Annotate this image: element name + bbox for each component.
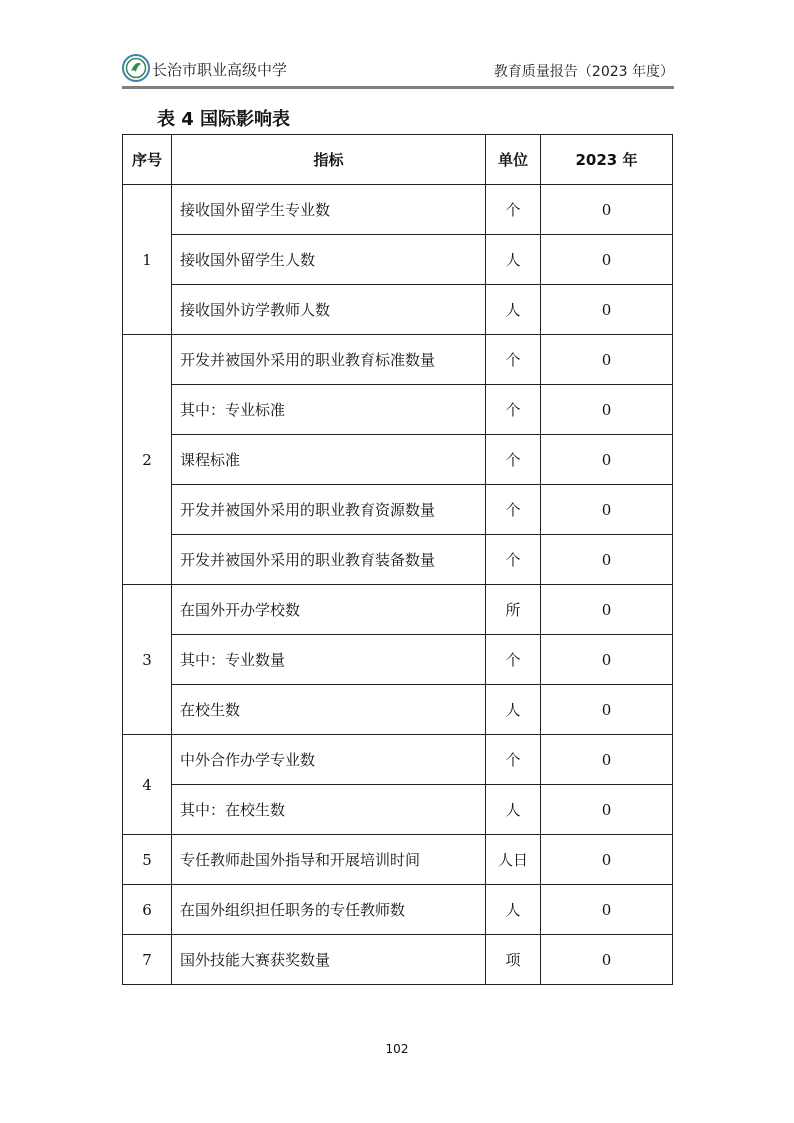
unit-cell: 个 xyxy=(486,185,541,235)
indicator-cell: 开发并被国外采用的职业教育资源数量 xyxy=(172,485,486,535)
indicator-cell: 接收国外访学教师人数 xyxy=(172,285,486,335)
seq-cell: 7 xyxy=(123,935,172,985)
table-row xyxy=(123,435,673,485)
unit-cell: 人 xyxy=(486,235,541,285)
value-cell: 0 xyxy=(541,285,673,335)
table-row xyxy=(123,235,673,285)
table-header-row xyxy=(123,135,673,185)
value-cell: 0 xyxy=(541,435,673,485)
unit-cell: 人日 xyxy=(486,835,541,885)
value-cell: 0 xyxy=(541,935,673,985)
seq-cell: 2 xyxy=(123,335,172,585)
school-logo-icon xyxy=(122,54,150,82)
value-cell: 0 xyxy=(541,635,673,685)
indicator-cell: 国外技能大赛获奖数量 xyxy=(172,935,486,985)
indicator-cell: 课程标准 xyxy=(172,435,486,485)
seq-cell: 4 xyxy=(123,735,172,835)
table-row xyxy=(123,635,673,685)
unit-cell: 项 xyxy=(486,935,541,985)
seq-cell: 6 xyxy=(123,885,172,935)
value-cell: 0 xyxy=(541,585,673,635)
indicator-cell: 其中：专业标准 xyxy=(172,385,486,435)
unit-cell: 个 xyxy=(486,485,541,535)
indicator-cell: 专任教师赴国外指导和开展培训时间 xyxy=(172,835,486,885)
indicator-cell: 接收国外留学生专业数 xyxy=(172,185,486,235)
header-indicator: 指标 xyxy=(172,135,486,185)
header-unit: 单位 xyxy=(486,135,541,185)
table-row xyxy=(123,785,673,835)
seq-cell: 3 xyxy=(123,585,172,735)
indicator-cell: 中外合作办学专业数 xyxy=(172,735,486,785)
value-cell: 0 xyxy=(541,785,673,835)
school-name: 长治市职业高级中学 xyxy=(152,61,288,79)
table-row xyxy=(123,485,673,535)
value-cell: 0 xyxy=(541,535,673,585)
indicator-cell: 在国外组织担任职务的专任教师数 xyxy=(172,885,486,935)
header-year: 2023 年 xyxy=(541,135,673,185)
unit-cell: 人 xyxy=(486,885,541,935)
table-row xyxy=(123,185,673,235)
value-cell: 0 xyxy=(541,485,673,535)
page-header xyxy=(122,52,674,88)
value-cell: 0 xyxy=(541,735,673,785)
table-row xyxy=(123,285,673,335)
indicator-cell: 其中：专业数量 xyxy=(172,635,486,685)
indicator-cell: 接收国外留学生人数 xyxy=(172,235,486,285)
table-row xyxy=(123,685,673,735)
international-influence-table xyxy=(122,134,673,985)
table-row xyxy=(123,535,673,585)
table-row xyxy=(123,935,673,985)
table-row xyxy=(123,335,673,385)
seq-cell: 1 xyxy=(123,185,172,335)
value-cell: 0 xyxy=(541,685,673,735)
table-caption: 表 4 国际影响表 xyxy=(157,109,291,130)
table-row xyxy=(123,735,673,785)
unit-cell: 个 xyxy=(486,435,541,485)
unit-cell: 人 xyxy=(486,785,541,835)
unit-cell: 个 xyxy=(486,335,541,385)
unit-cell: 个 xyxy=(486,735,541,785)
table-row xyxy=(123,585,673,635)
value-cell: 0 xyxy=(541,385,673,435)
unit-cell: 个 xyxy=(486,635,541,685)
report-title: 教育质量报告（2023 年度） xyxy=(493,64,674,80)
table-row xyxy=(123,385,673,435)
unit-cell: 人 xyxy=(486,285,541,335)
indicator-cell: 开发并被国外采用的职业教育标准数量 xyxy=(172,335,486,385)
unit-cell: 所 xyxy=(486,585,541,635)
indicator-cell: 其中：在校生数 xyxy=(172,785,486,835)
value-cell: 0 xyxy=(541,335,673,385)
unit-cell: 人 xyxy=(486,685,541,735)
page-number: 102 xyxy=(385,1042,409,1056)
header-seq: 序号 xyxy=(123,135,172,185)
value-cell: 0 xyxy=(541,885,673,935)
table-row xyxy=(123,885,673,935)
value-cell: 0 xyxy=(541,185,673,235)
value-cell: 0 xyxy=(541,835,673,885)
unit-cell: 个 xyxy=(486,535,541,585)
seq-cell: 5 xyxy=(123,835,172,885)
header-rule xyxy=(122,86,674,89)
table-row xyxy=(123,835,673,885)
unit-cell: 个 xyxy=(486,385,541,435)
indicator-cell: 在国外开办学校数 xyxy=(172,585,486,635)
value-cell: 0 xyxy=(541,235,673,285)
indicator-cell: 开发并被国外采用的职业教育装备数量 xyxy=(172,535,486,585)
indicator-cell: 在校生数 xyxy=(172,685,486,735)
